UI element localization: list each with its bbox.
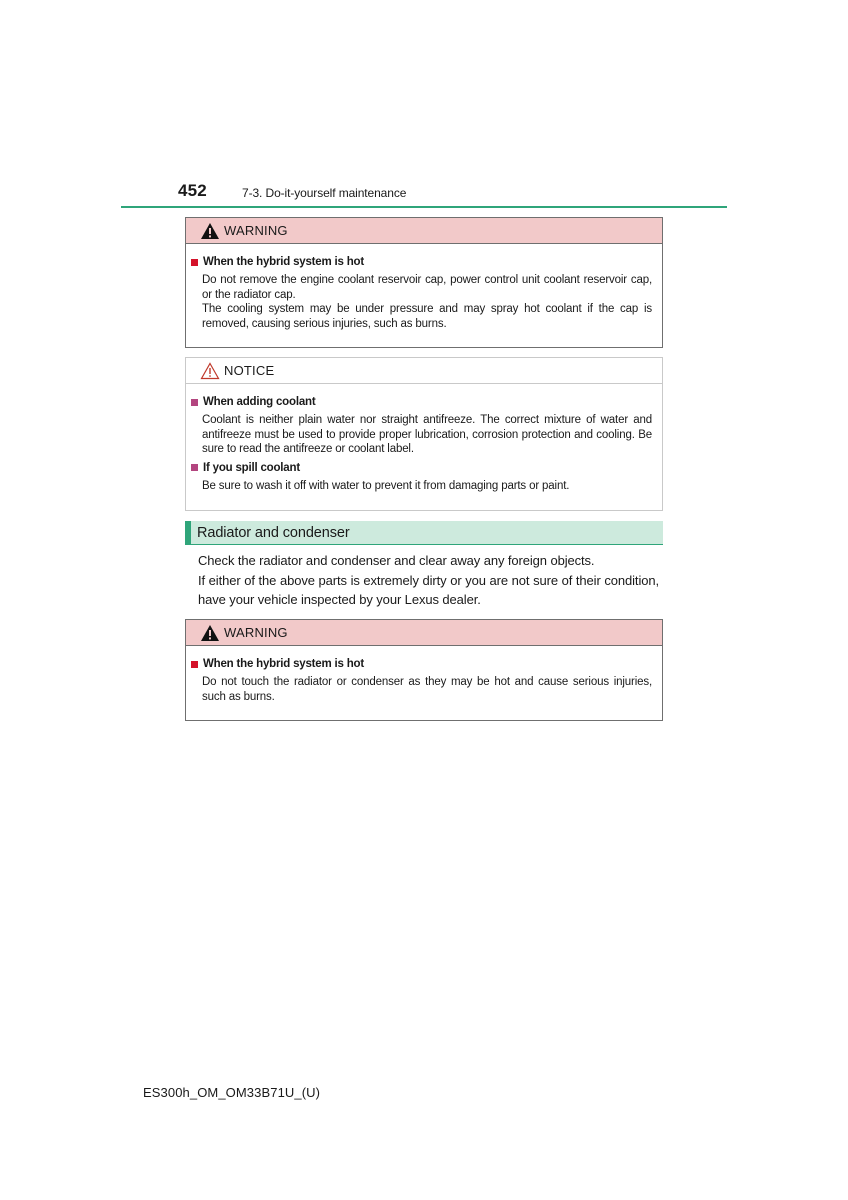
bullet-square-icon <box>191 464 198 471</box>
warning-header <box>186 218 662 244</box>
warning-body <box>186 646 662 719</box>
warning-item-paragraph: Do not remove the engine coolant reservoir cap, power control unit coolant reservoir cap, or the radiator cap. <box>202 274 652 301</box>
bullet-square-icon <box>191 661 198 668</box>
notice-header <box>186 358 662 384</box>
warning-triangle-icon <box>200 222 220 240</box>
notice-body <box>186 384 662 508</box>
subsection-header-radiator <box>185 521 663 545</box>
page-number: 452 <box>178 181 207 200</box>
notice-box-coolant <box>185 357 663 511</box>
notice-triangle-icon <box>200 362 220 380</box>
warning-header <box>186 620 662 646</box>
notice-item <box>191 460 652 494</box>
warning-triangle-icon <box>200 624 220 642</box>
warning-label: WARNING <box>224 223 288 238</box>
warning-label: WARNING <box>224 625 288 640</box>
document-code: ES300h_OM_OM33B71U_(U) <box>143 1085 321 1100</box>
warning-item <box>191 254 652 331</box>
notice-item-paragraph: Coolant is neither plain water nor straight antifreeze. The correct mixture of water and antifreeze must be used to provide proper lubrication, corrosion protection and cooling. Be sure to read the antifreeze or coolant label. <box>202 414 652 455</box>
body-paragraph: If either of the above parts is extremely dirty or you are not sure of their condition, have your vehicle inspected by your Lexus dealer. <box>198 572 659 607</box>
radiator-body-text <box>198 551 659 610</box>
warning-box-hybrid-hot-caps <box>185 217 663 348</box>
warning-item-title: When the hybrid system is hot <box>203 256 364 268</box>
warning-item-paragraph: The cooling system may be under pressure and may spray hot coolant if the cap is removed, causing serious injuries, such as burns. <box>202 303 652 330</box>
warning-body <box>186 244 662 346</box>
warning-item <box>191 656 652 704</box>
section-title: 7-3. Do-it-yourself maintenance <box>242 186 407 200</box>
bullet-square-icon <box>191 259 198 266</box>
notice-label: NOTICE <box>224 363 275 378</box>
bullet-square-icon <box>191 399 198 406</box>
warning-item-title: When the hybrid system is hot <box>203 658 364 670</box>
subsection-title: Radiator and condenser <box>197 524 350 541</box>
header-divider <box>121 206 727 208</box>
body-paragraph: Check the radiator and condenser and clear away any foreign objects. <box>198 553 595 568</box>
warning-item-paragraph: Do not touch the radiator or condenser as they may be hot and cause serious injuries, such as burns. <box>202 676 652 703</box>
notice-item-title: When adding coolant <box>203 396 316 408</box>
warning-box-radiator-hot <box>185 619 663 721</box>
notice-item <box>191 394 652 457</box>
notice-item-paragraph: Be sure to wash it off with water to prevent it from damaging parts or paint. <box>202 479 570 492</box>
notice-item-title: If you spill coolant <box>203 461 300 474</box>
